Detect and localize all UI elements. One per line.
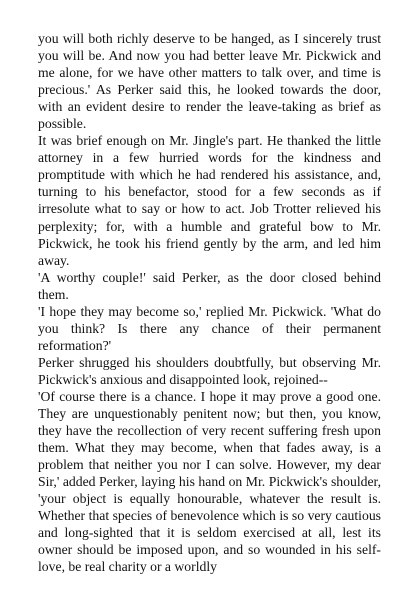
paragraph-perker-farewell: you will both richly deserve to be hanged, as I sincerely trust you will be. And now you had better leave Mr. Pickwick and me alone, for we have other matters to talk over, and time is precious.' As Perker said this, he looked towards the door, with an evident desire to render the leave-taking as brief as possible. xyxy=(38,31,381,132)
paragraph-worthy-couple: 'A worthy couple!' said Perker, as the door closed behind them. xyxy=(38,269,381,302)
paragraph-perker-reply: 'Of course there is a chance. I hope it may prove a good one. They are unquestionably penitent now; but then, you know, they have the recollection of very recent suffering fresh upon them. What they may become, when that fades away, is a problem that neither you nor I can solve. However, my dear Sir,' added Perker, laying his hand on Mr. Pickwick's shoulder, 'your object is equally honourable, whatever the result is. Whether that species of benevolence which is so very cautious and long-sighted that it is seldom exercised at all, lest its owner should be imposed upon, and so wounded in his self-love, be real charity or a worldly xyxy=(38,388,381,575)
paragraph-perker-shrug: Perker shrugged his shoulders doubtfully, but observing Mr. Pickwick's anxious and disappointed look, rejoined-- xyxy=(38,354,381,387)
book-page-text xyxy=(38,30,381,576)
paragraph-jingle-departure: It was brief enough on Mr. Jingle's part. He thanked the little attorney in a few hurried words for the kindness and promptitude with which he had rendered his assistance, and, turning to his benefactor, stood for a few seconds as if irresolute what to say or how to act. Job Trotter relieved his perplexity; for, with a humble and grateful bow to Mr. Pickwick, he took his friend gently by the arm, and led him away. xyxy=(38,133,381,268)
paragraph-pickwick-question: 'I hope they may become so,' replied Mr. Pickwick. 'What do you think? Is there any chance of their permanent reformation?' xyxy=(38,303,381,353)
